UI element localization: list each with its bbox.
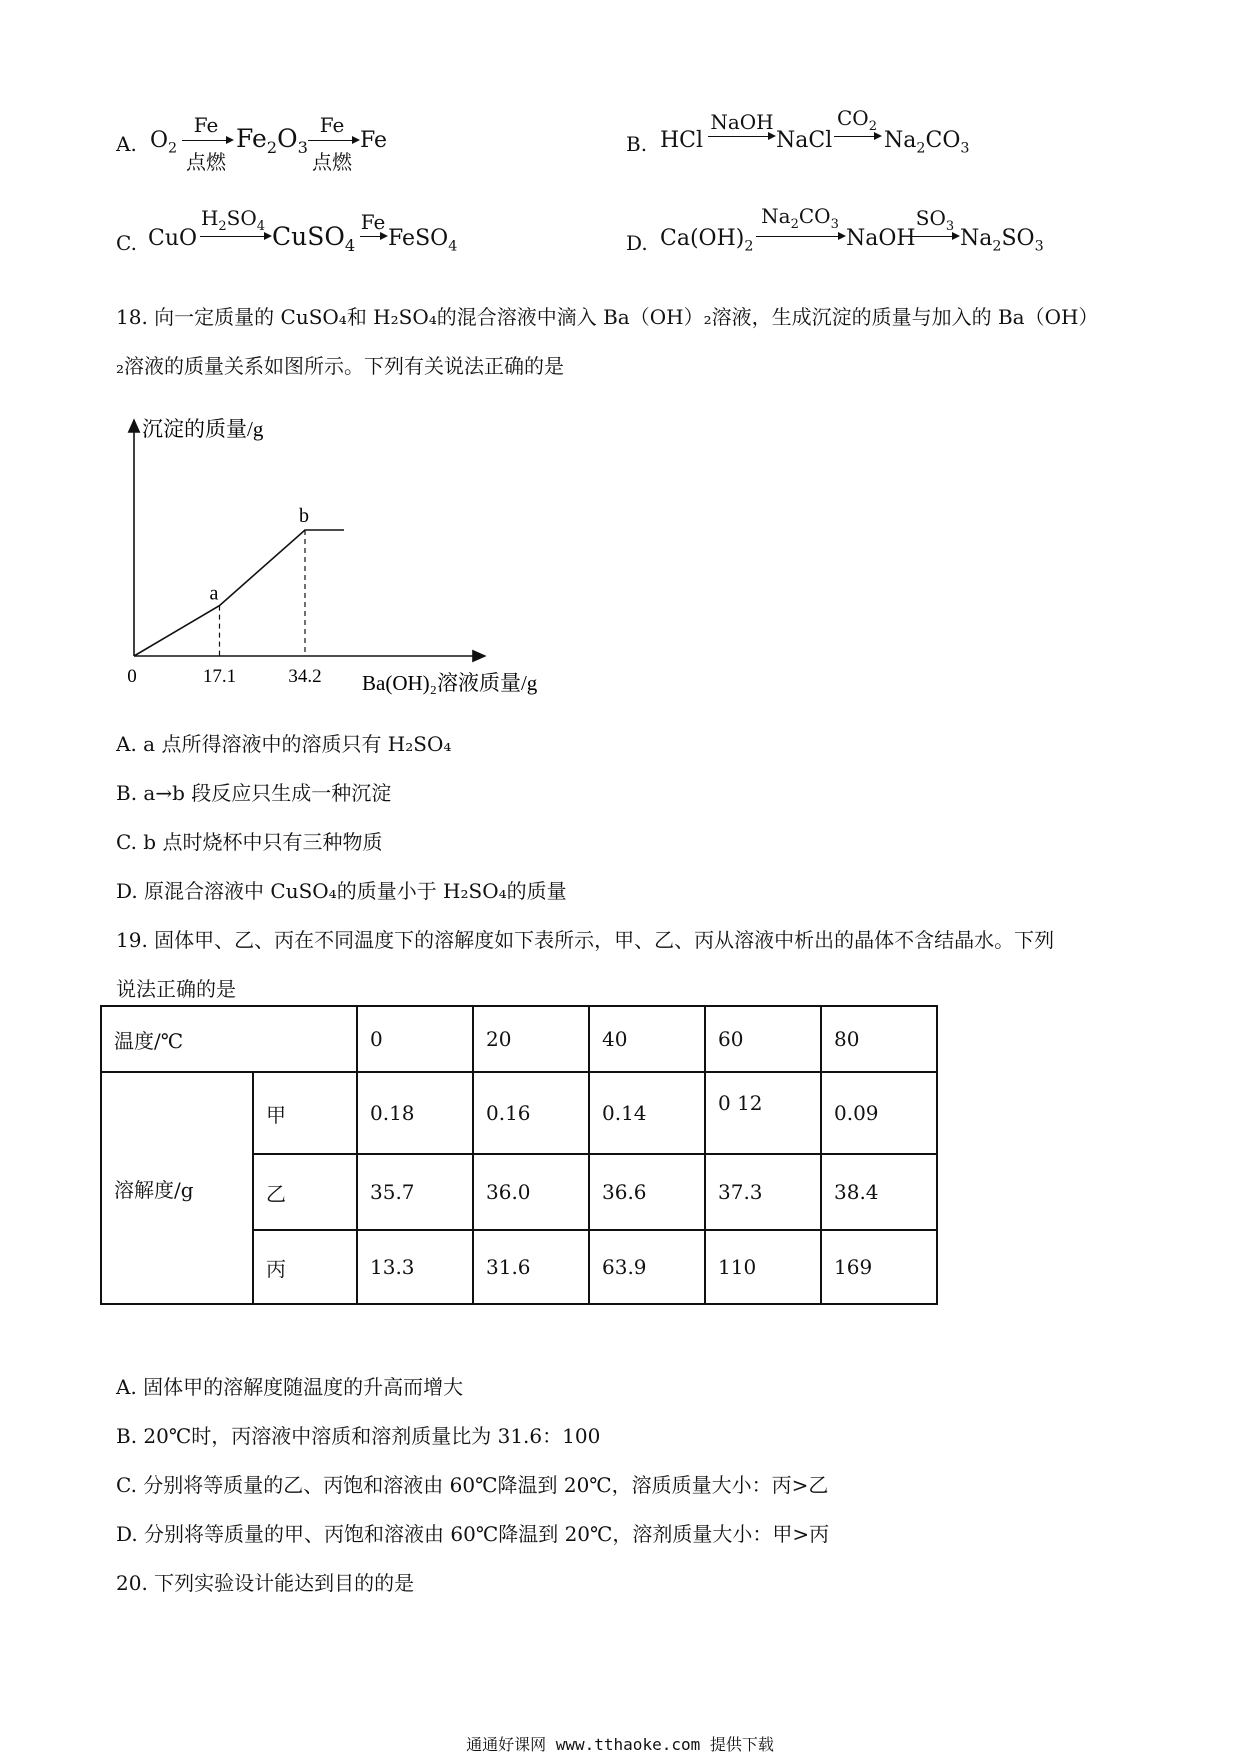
option-a-product: Fe xyxy=(360,128,388,153)
temp-cell: 60 xyxy=(705,1006,821,1072)
substance-name: 甲 xyxy=(253,1072,357,1154)
option-b-label: B. xyxy=(626,132,648,156)
q20-stem: 20. 下列实验设计能达到目的的是 xyxy=(116,1571,415,1595)
option-d-reactant: $Ca(OH)_2$ xyxy=(660,226,754,255)
option-c-intermediate: CuSO$_4$ xyxy=(272,222,356,255)
table-row xyxy=(101,1072,937,1154)
option-b-arrow1 xyxy=(708,136,774,137)
q19-option-d: D. 分别将等质量的甲、丙饱和溶液由 60℃降温到 20℃，溶剂质量大小：甲>丙 xyxy=(116,1522,830,1546)
solubility-group-label: 溶解度/g xyxy=(101,1072,253,1304)
table-cell: 0.16 xyxy=(473,1072,589,1154)
option-d-arrow2 xyxy=(912,236,958,237)
option-d-product: $Na_2SO_3$ xyxy=(960,226,1044,255)
option-a-arrow1-top: Fe xyxy=(193,113,219,137)
temp-cell: 80 xyxy=(821,1006,937,1072)
option-a-reactant: $O_2$ xyxy=(150,128,178,157)
option-b-arrow2-top: $CO_2$ xyxy=(837,106,877,134)
option-c-label: C. xyxy=(116,231,137,255)
substance-name: 丙 xyxy=(253,1230,357,1304)
solubility-table xyxy=(100,1005,938,1305)
option-d-arrow2-top: $SO_3$ xyxy=(915,206,955,234)
table-cell: 13.3 xyxy=(357,1230,473,1304)
option-c-arrow1 xyxy=(200,236,270,237)
q19-stem-line2: 说法正确的是 xyxy=(116,977,236,1001)
precipitate-curve xyxy=(134,530,344,656)
option-b-arrow2 xyxy=(834,136,880,137)
table-cell: 110 xyxy=(705,1230,821,1304)
point-label-b: b xyxy=(299,505,309,527)
option-a-intermediate: $Fe_2O_3$ xyxy=(236,124,308,157)
option-a-arrow2-bottom: 点燃 xyxy=(312,150,352,174)
option-a-arrow2 xyxy=(308,140,358,141)
table-cell: 0.18 xyxy=(357,1072,473,1154)
q18-option-a: A. a 点所得溶液中的溶质只有 H₂SO₄ xyxy=(116,732,452,756)
q19-stem-line1: 19. 固体甲、乙、丙在不同温度下的溶解度如下表所示，甲、乙、丙从溶液中析出的晶体不含结晶水。下列 xyxy=(116,928,1055,952)
option-c-product: FeSO$_4$ xyxy=(388,226,458,255)
table-cell: 0 12 xyxy=(705,1072,821,1154)
table-cell: 169 xyxy=(821,1230,937,1304)
option-d-label: D. xyxy=(626,231,648,255)
y-axis-label: 沉淀的质量/g xyxy=(142,417,264,441)
option-a-arrow2-top: Fe xyxy=(319,113,345,137)
table-cell: 36.6 xyxy=(589,1154,705,1230)
option-a-label: A. xyxy=(116,132,137,156)
option-a-arrow1-bottom: 点燃 xyxy=(186,150,226,174)
table-cell: 38.4 xyxy=(821,1154,937,1230)
table-cell: 37.3 xyxy=(705,1154,821,1230)
option-d-arrow1 xyxy=(756,236,844,237)
table-cell: 0.14 xyxy=(589,1072,705,1154)
option-b-arrow1-top: NaOH xyxy=(710,110,774,134)
temp-cell: 0 xyxy=(357,1006,473,1072)
q19-option-a: A. 固体甲的溶解度随温度的升高而增大 xyxy=(116,1375,464,1399)
table-cell: 63.9 xyxy=(589,1230,705,1304)
option-b-product: $Na_2CO_3$ xyxy=(884,128,970,157)
option-b-reactant: HCl xyxy=(660,128,704,153)
q19-option-b: B. 20℃时，丙溶液中溶质和溶剂质量比为 31.6：100 xyxy=(116,1424,601,1448)
precipitate-chart xyxy=(120,400,580,710)
table-cell: 35.7 xyxy=(357,1154,473,1230)
option-c-arrow1-top: $H_2SO_4$ xyxy=(200,206,266,234)
temp-cell: 20 xyxy=(473,1006,589,1072)
table-cell: 31.6 xyxy=(473,1230,589,1304)
q18-stem-line2: ₂溶液的质量关系如图所示。下列有关说法正确的是 xyxy=(116,354,565,378)
x-axis-label: Ba(OH)₂溶液质量/g xyxy=(362,671,538,695)
x-tick-1: 17.1 xyxy=(202,666,237,687)
table-cell: 36.0 xyxy=(473,1154,589,1230)
point-label-a: a xyxy=(209,582,219,605)
option-c-reactant: CuO xyxy=(148,226,198,251)
temp-cell: 40 xyxy=(589,1006,705,1072)
q18-stem-line1: 18. 向一定质量的 CuSO₄和 H₂SO₄的混合溶液中滴入 Ba（OH）₂溶液，生成沉淀的质量与加入的 Ba（OH） xyxy=(116,305,1099,329)
option-c-arrow2-top: Fe xyxy=(360,210,386,234)
q18-option-b: B. a→b 段反应只生成一种沉淀 xyxy=(116,781,392,805)
option-c-arrow2 xyxy=(360,236,386,237)
q18-option-c: C. b 点时烧杯中只有三种物质 xyxy=(116,830,383,854)
option-b-intermediate: NaCl xyxy=(776,128,833,153)
temp-header: 温度/℃ xyxy=(101,1006,357,1072)
table-header-row xyxy=(101,1006,937,1072)
option-d-intermediate: NaOH xyxy=(846,226,916,251)
option-d-arrow1-top: $Na_2CO_3$ xyxy=(761,204,839,232)
q19-option-c: C. 分别将等质量的乙、丙饱和溶液由 60℃降温到 20℃，溶质质量大小：丙>乙 xyxy=(116,1473,829,1497)
page-footer: 通通好课网 www.tthaoke.com 提供下载 xyxy=(466,1735,774,1754)
q18-option-d: D. 原混合溶液中 CuSO₄的质量小于 H₂SO₄的质量 xyxy=(116,879,567,903)
table-cell: 0.09 xyxy=(821,1072,937,1154)
x-tick-0: 0 xyxy=(127,666,137,687)
substance-name: 乙 xyxy=(253,1154,357,1230)
x-tick-2: 34.2 xyxy=(288,666,322,687)
option-a-arrow1 xyxy=(182,140,232,141)
